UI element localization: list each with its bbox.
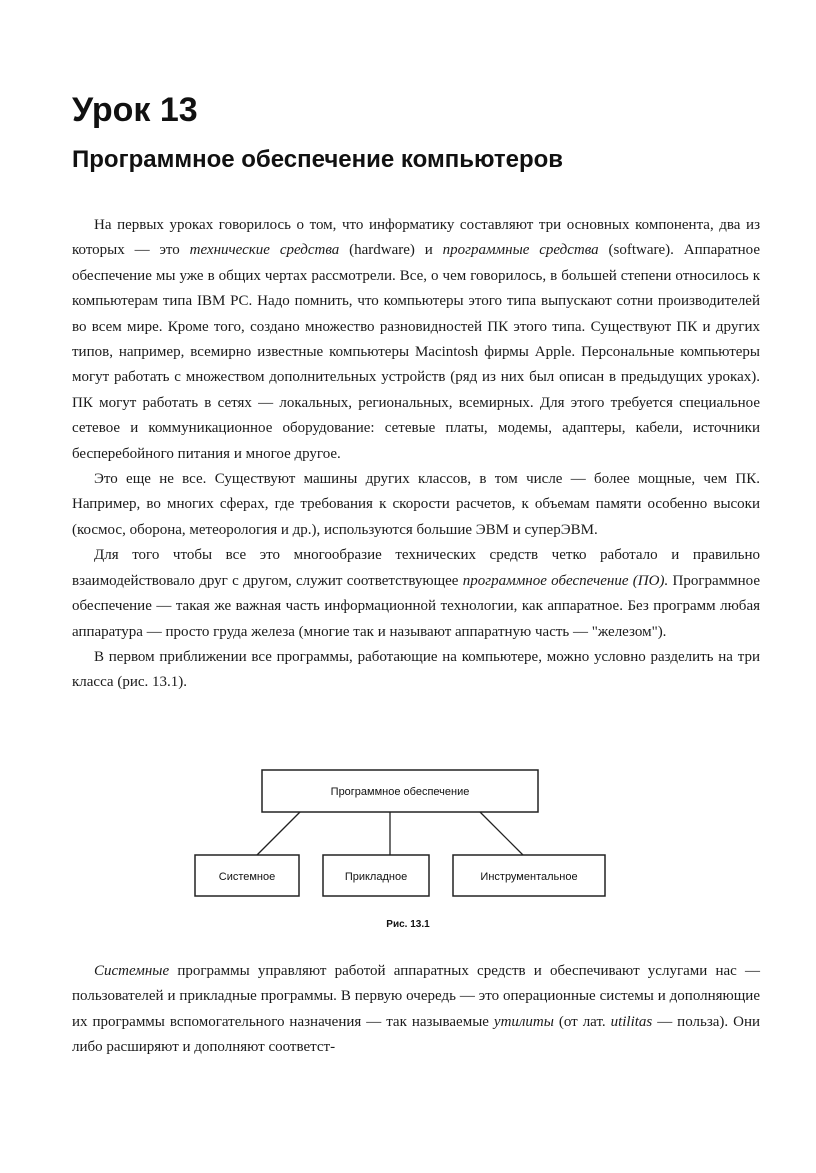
diagram-svg	[190, 765, 610, 905]
body-text-lower	[72, 959, 760, 1061]
p5-text-3: — польза). Они либо расширяют и дополняют соответст-	[72, 1013, 760, 1056]
figure-caption: Рис. 13.1	[386, 919, 430, 930]
paragraph-5	[72, 959, 760, 1061]
software-classification-diagram	[190, 765, 610, 905]
label-instrumental: Инструментальное	[480, 871, 578, 883]
label-systemic: Системное	[218, 871, 276, 883]
p3-text-1: Для того чтобы все это многообразие технических средств четко работало и правильно взаимодействовало друг с другом, служит соответствующее	[72, 547, 760, 589]
p5-text-2: (от лат.	[553, 1013, 611, 1030]
p5-emph-utilitas: utilitas	[610, 1013, 653, 1030]
p1-emph-software: программные средства	[442, 242, 599, 259]
p1-text-2: (hardware) и	[339, 242, 443, 259]
p1-emph-technical: технические средства	[189, 242, 340, 259]
label-applied: Прикладное	[344, 871, 408, 883]
lesson-number: Урок 13	[72, 91, 198, 129]
p5-emph-system: Системные	[94, 963, 170, 979]
p1-text-1: На первых уроках говорилось о том, что информатику составляют три основных компонента, два из которых — это	[72, 217, 760, 259]
root-label: Программное обеспечение	[330, 786, 470, 798]
chapter-title: Программное обеспечение компьютеров	[72, 146, 564, 173]
paragraph-1	[72, 213, 760, 467]
p3-emph-po: программное обеспечение (ПО).	[462, 572, 669, 589]
p3-text-2: Программное обеспечение — такая же важная часть информационной технологии, как аппаратное. Без программ любая аппаратура — просто груда железа (многие так и называют аппаратную часть — "железом").	[72, 572, 760, 640]
paragraph-3	[72, 543, 760, 645]
connector-instrumental	[480, 812, 523, 855]
connector-systemic	[257, 812, 300, 855]
paragraph-2: Это еще не все. Существуют машины других классов, в том числе — более мощные, чем ПК. Например, во многих сферах, где требования к скорости расчетов, к объемам памяти особенно высоки (космос, оборона, метеорология и др.), используются большие ЭВМ и суперЭВМ.	[72, 471, 760, 538]
paragraph-4: В первом приближении все программы, работающие на компьютере, можно условно разделить на три класса (рис. 13.1).	[72, 648, 760, 691]
p5-text-1: программы управляют работой аппаратных средств и обеспечивают услугами нас — пользователей и прикладные программы. В первую очередь — это операционные системы и дополняющие их программы вспомогательного назначения — так называемые	[72, 963, 760, 1030]
p1-text-3: (software). Аппаратное обеспечение мы уже в общих чертах рассмотрели. Все, о чем говорилось, в большей степени относилось к компьютерам типа IBM PC. Надо помнить, что компьютеры этого типа выпускают сотни производителей во всем мире. Кроме того, создано множество разновидностей ПК этого типа. Существуют ПК и других типов, например, всемирно известные компьютеры Macintosh фирмы Apple. Персональные компьютеры могут работать с множеством дополнительных устройств (ряд из них был описан в предыдущих уроках). ПК могут работать в сетях — локальных, региональных, всемирных. Для этого требуется специальное сетевое и коммуникационное оборудование: сетевые платы, модемы, адаптеры, кабели, источники бесперебойного питания и многое другое.	[72, 242, 760, 462]
p5-emph-utilities: утилиты	[493, 1013, 554, 1030]
body-text-upper	[72, 213, 760, 696]
